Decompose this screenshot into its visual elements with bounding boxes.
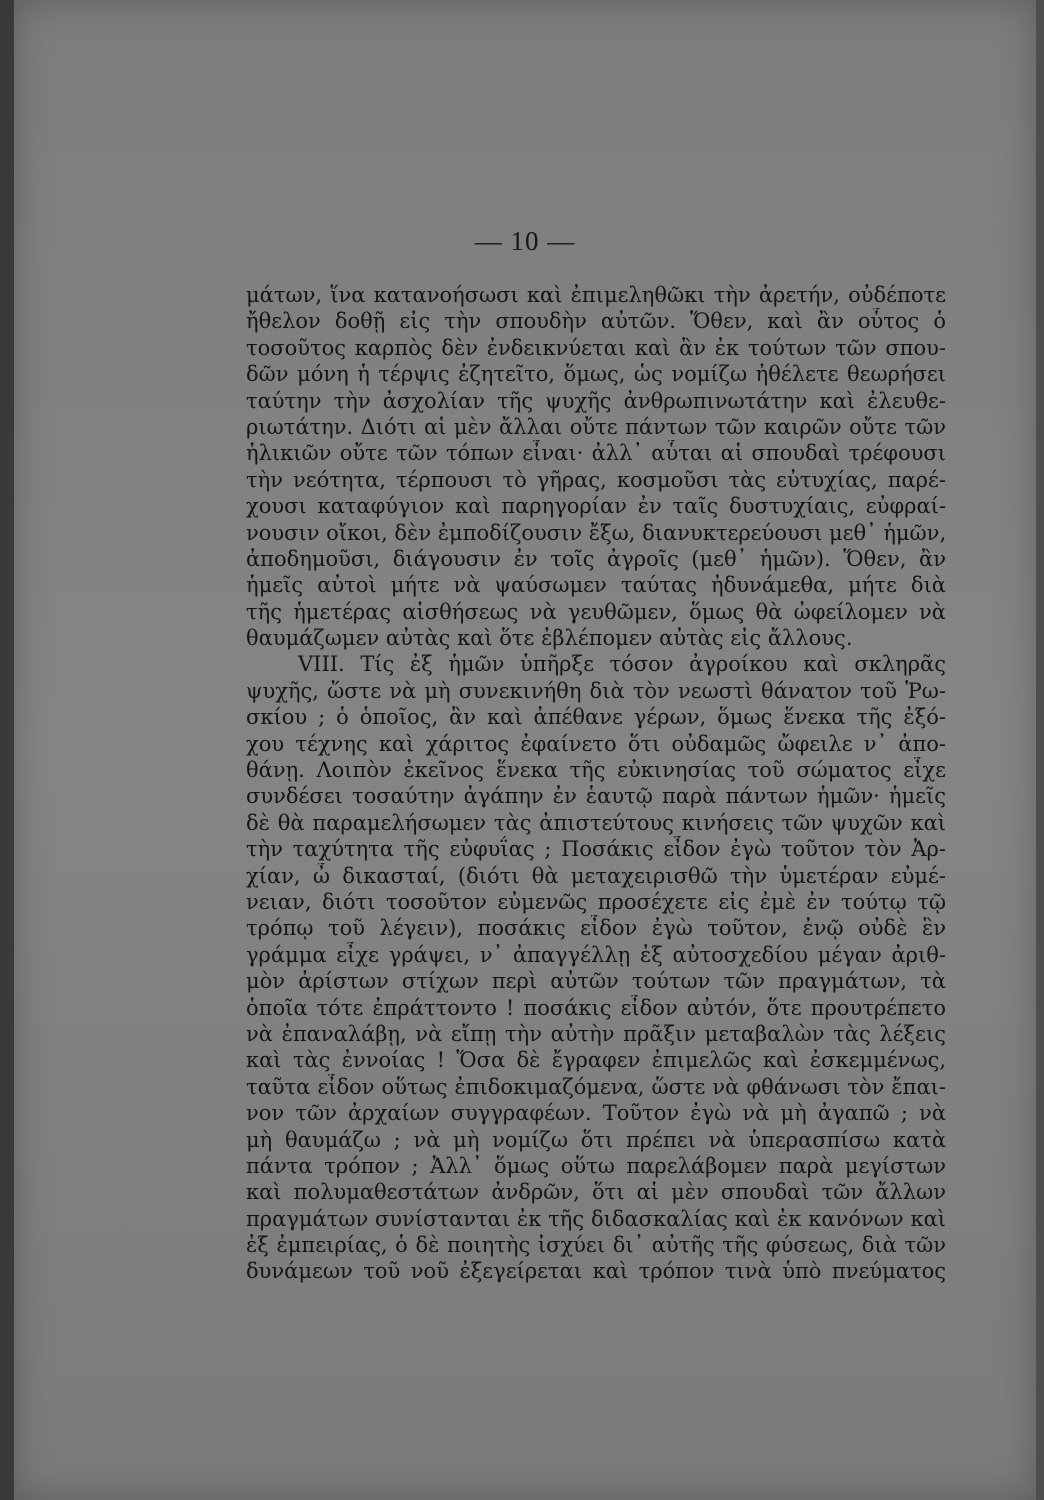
text-line: ἤθελον δοθῇ εἰς τὴν σπουδὴν αὐτῶν. Ὅθεν, καὶ ἂν οὗτος ὁ [246,309,946,334]
text-line: καὶ πολυμαθεστάτων ἀνδρῶν, ὅτι αἱ μὲν σπουδαὶ τῶν ἄλλων [246,1180,946,1205]
text-line: πάντα τρόπον ; Ἀλλ᾽ ὅμως οὕτω παρελάβομεν παρὰ μεγίστων [246,1153,946,1178]
page-number: — 10 — [474,226,576,256]
text-line: μάτων, ἵνα κατανοήσωσι καὶ ἐπιμεληθῶκι τὴν ἀρετήν, οὐδέποτε [246,283,946,307]
text-line: χίαν, ὦ δικασταί, (διότι θὰ μεταχειρισθῶ τὴν ὑμετέραν εὐμέ- [246,863,946,888]
text-line: συνδέσει τοσαύτην ἀγάπην ἐν ἑαυτῷ παρὰ πάντων ἡμῶν· ἡμεῖς [246,784,946,809]
text-line: νειαν, διότι τοσοῦτον εὐμενῶς προσέχετε εἰς ἐμὲ ἐν τούτῳ τῷ [246,889,946,914]
text-line: ἡλικιῶν οὔτε τῶν τόπων εἶναι· ἀλλ᾽ αὗται αἱ σπουδαὶ τρέφουσι [246,441,946,466]
text-line: θάνῃ. Λοιπὸν ἐκεῖνος ἕνεκα τῆς εὐκινησίας τοῦ σώματος εἶχε [246,758,946,783]
text-line: μὸν ἀρίστων στίχων περὶ αὐτῶν τούτων τῶν πραγμάτων, τὰ [246,969,946,994]
text-line: τῆς ἡμετέρας αἰσθήσεως νὰ γευθῶμεν, ὅμως θὰ ὠφείλομεν νὰ [246,599,946,624]
scan-left-edge [0,0,14,1500]
paragraph-end-line: θαυμάζωμεν αὐτὰς καὶ ὅτε ἐβλέπομεν αὐτὰς εἰς ἄλλους. [246,626,853,651]
text-line: γράμμα εἶχε γράψει, ν᾽ ἀπαγγέλλῃ ἐξ αὐτοσχεδίου μέγαν ἀριθ- [246,942,946,967]
text-line: ὁποῖα τότε ἐπράττοντο ! ποσάκις εἶδον αὐτόν, ὅτε προυτρέπετο [246,995,946,1020]
text-line: σκίου ; ὁ ὁποῖος, ἂν καὶ ἀπέθανε γέρων, ὅμως ἕνεκα τῆς ἐξό- [246,705,946,730]
text-line: δυνάμεων τοῦ νοῦ ἐξεγείρεται καὶ τρόπον τινὰ ὑπὸ πνεύματος [246,1259,946,1284]
body-text [246,282,946,1285]
text-line: ταῦτα εἶδον οὕτως ἐπιδοκιμαζόμενα, ὥστε νὰ φθάνωσι τὸν ἔπαι- [246,1074,946,1099]
text-line: δὲ θὰ παραμελήσωμεν τὰς ἀπιστεύτους κινήσεις τῶν ψυχῶν καὶ [246,810,946,835]
section-heading-line: VIII. Τίς ἐξ ἡμῶν ὑπῆρξε τόσον ἀγροίκου καὶ σκληρᾶς [298,652,946,677]
text-line: μὴ θαυμάζω ; νὰ μὴ νομίζω ὅτι πρέπει νὰ ὑπερασπίσω κατὰ [246,1127,946,1152]
text-line: ψυχῆς, ὥστε νὰ μὴ συνεκινήθη διὰ τὸν νεωστὶ θάνατον τοῦ Ῥω- [246,678,946,703]
text-line: νουσιν οἴκοι, δὲν ἐμποδίζουσιν ἔξω, διανυκτερεύουσι μεθ᾽ ἡμῶν, [246,520,946,545]
text-line: ἀποδημοῦσι, διάγουσιν ἐν τοῖς ἀγροῖς (μεθ᾽ ἡμῶν). Ὅθεν, ἂν [246,546,946,571]
text-line: τοσοῦτος καρπὸς δὲν ἐνδεικνύεται καὶ ἂν ἐκ τούτων τῶν σπου- [246,335,946,360]
text-line: πραγμάτων συνίστανται ἐκ τῆς διδασκαλίας καὶ ἐκ κανόνων καὶ [246,1206,946,1231]
text-line: ταύτην τὴν ἀσχολίαν τῆς ψυχῆς ἀνθρωπινωτάτην καὶ ἐλευθε- [246,388,946,413]
text-line: τὴν νεότητα, τέρπουσι τὸ γῆρας, κοσμοῦσι τὰς εὐτυχίας, παρέ- [246,467,946,492]
text-line: νὰ ἐπαναλάβῃ, νὰ εἴπῃ τὴν αὐτὴν πρᾶξιν μεταβαλὼν τὰς λέξεις [246,1021,946,1046]
text-line: ἡμεῖς αὐτοὶ μήτε νὰ ψαύσωμεν ταύτας ἠδυνάμεθα, μήτε διὰ [246,573,946,598]
text-line: δῶν μόνη ἡ τέρψις ἐζητεῖτο, ὅμως, ὡς νομίζω ἠθέλετε θεωρήσει [246,362,946,387]
text-line: καὶ τὰς ἐννοίας ! Ὅσα δὲ ἔγραφεν ἐπιμελῶς καὶ ἐσκεμμένως, [246,1048,946,1073]
text-line: τὴν ταχύτητα τῆς εὐφυΐας ; Ποσάκις εἶδον ἐγὼ τοῦτον τὸν Ἀρ- [246,837,946,862]
text-line: νον τῶν ἀρχαίων συγγραφέων. Τοῦτον ἐγὼ νὰ μὴ ἀγαπῶ ; νὰ [246,1101,946,1126]
book-page [14,0,1036,1500]
text-line: τρόπῳ τοῦ λέγειν), ποσάκις εἶδον ἐγὼ τοῦτον, ἐνῷ οὐδὲ ἓν [246,916,946,941]
text-line: ἐξ ἐμπειρίας, ὁ δὲ ποιητὴς ἰσχύει δι᾽ αὐτῆς τῆς φύσεως, διὰ τῶν [246,1233,946,1258]
text-line: χουσι καταφύγιον καὶ παρηγορίαν ἐν ταῖς δυστυχίαις, εὐφραί- [246,494,946,519]
text-line: ριωτάτην. Διότι αἱ μὲν ἄλλαι οὔτε πάντων τῶν καιρῶν οὔτε τῶν [246,414,946,439]
text-line: χου τέχνης καὶ χάριτος ἐφαίνετο ὅτι οὐδαμῶς ὤφειλε ν᾽ ἀπο- [246,731,946,756]
